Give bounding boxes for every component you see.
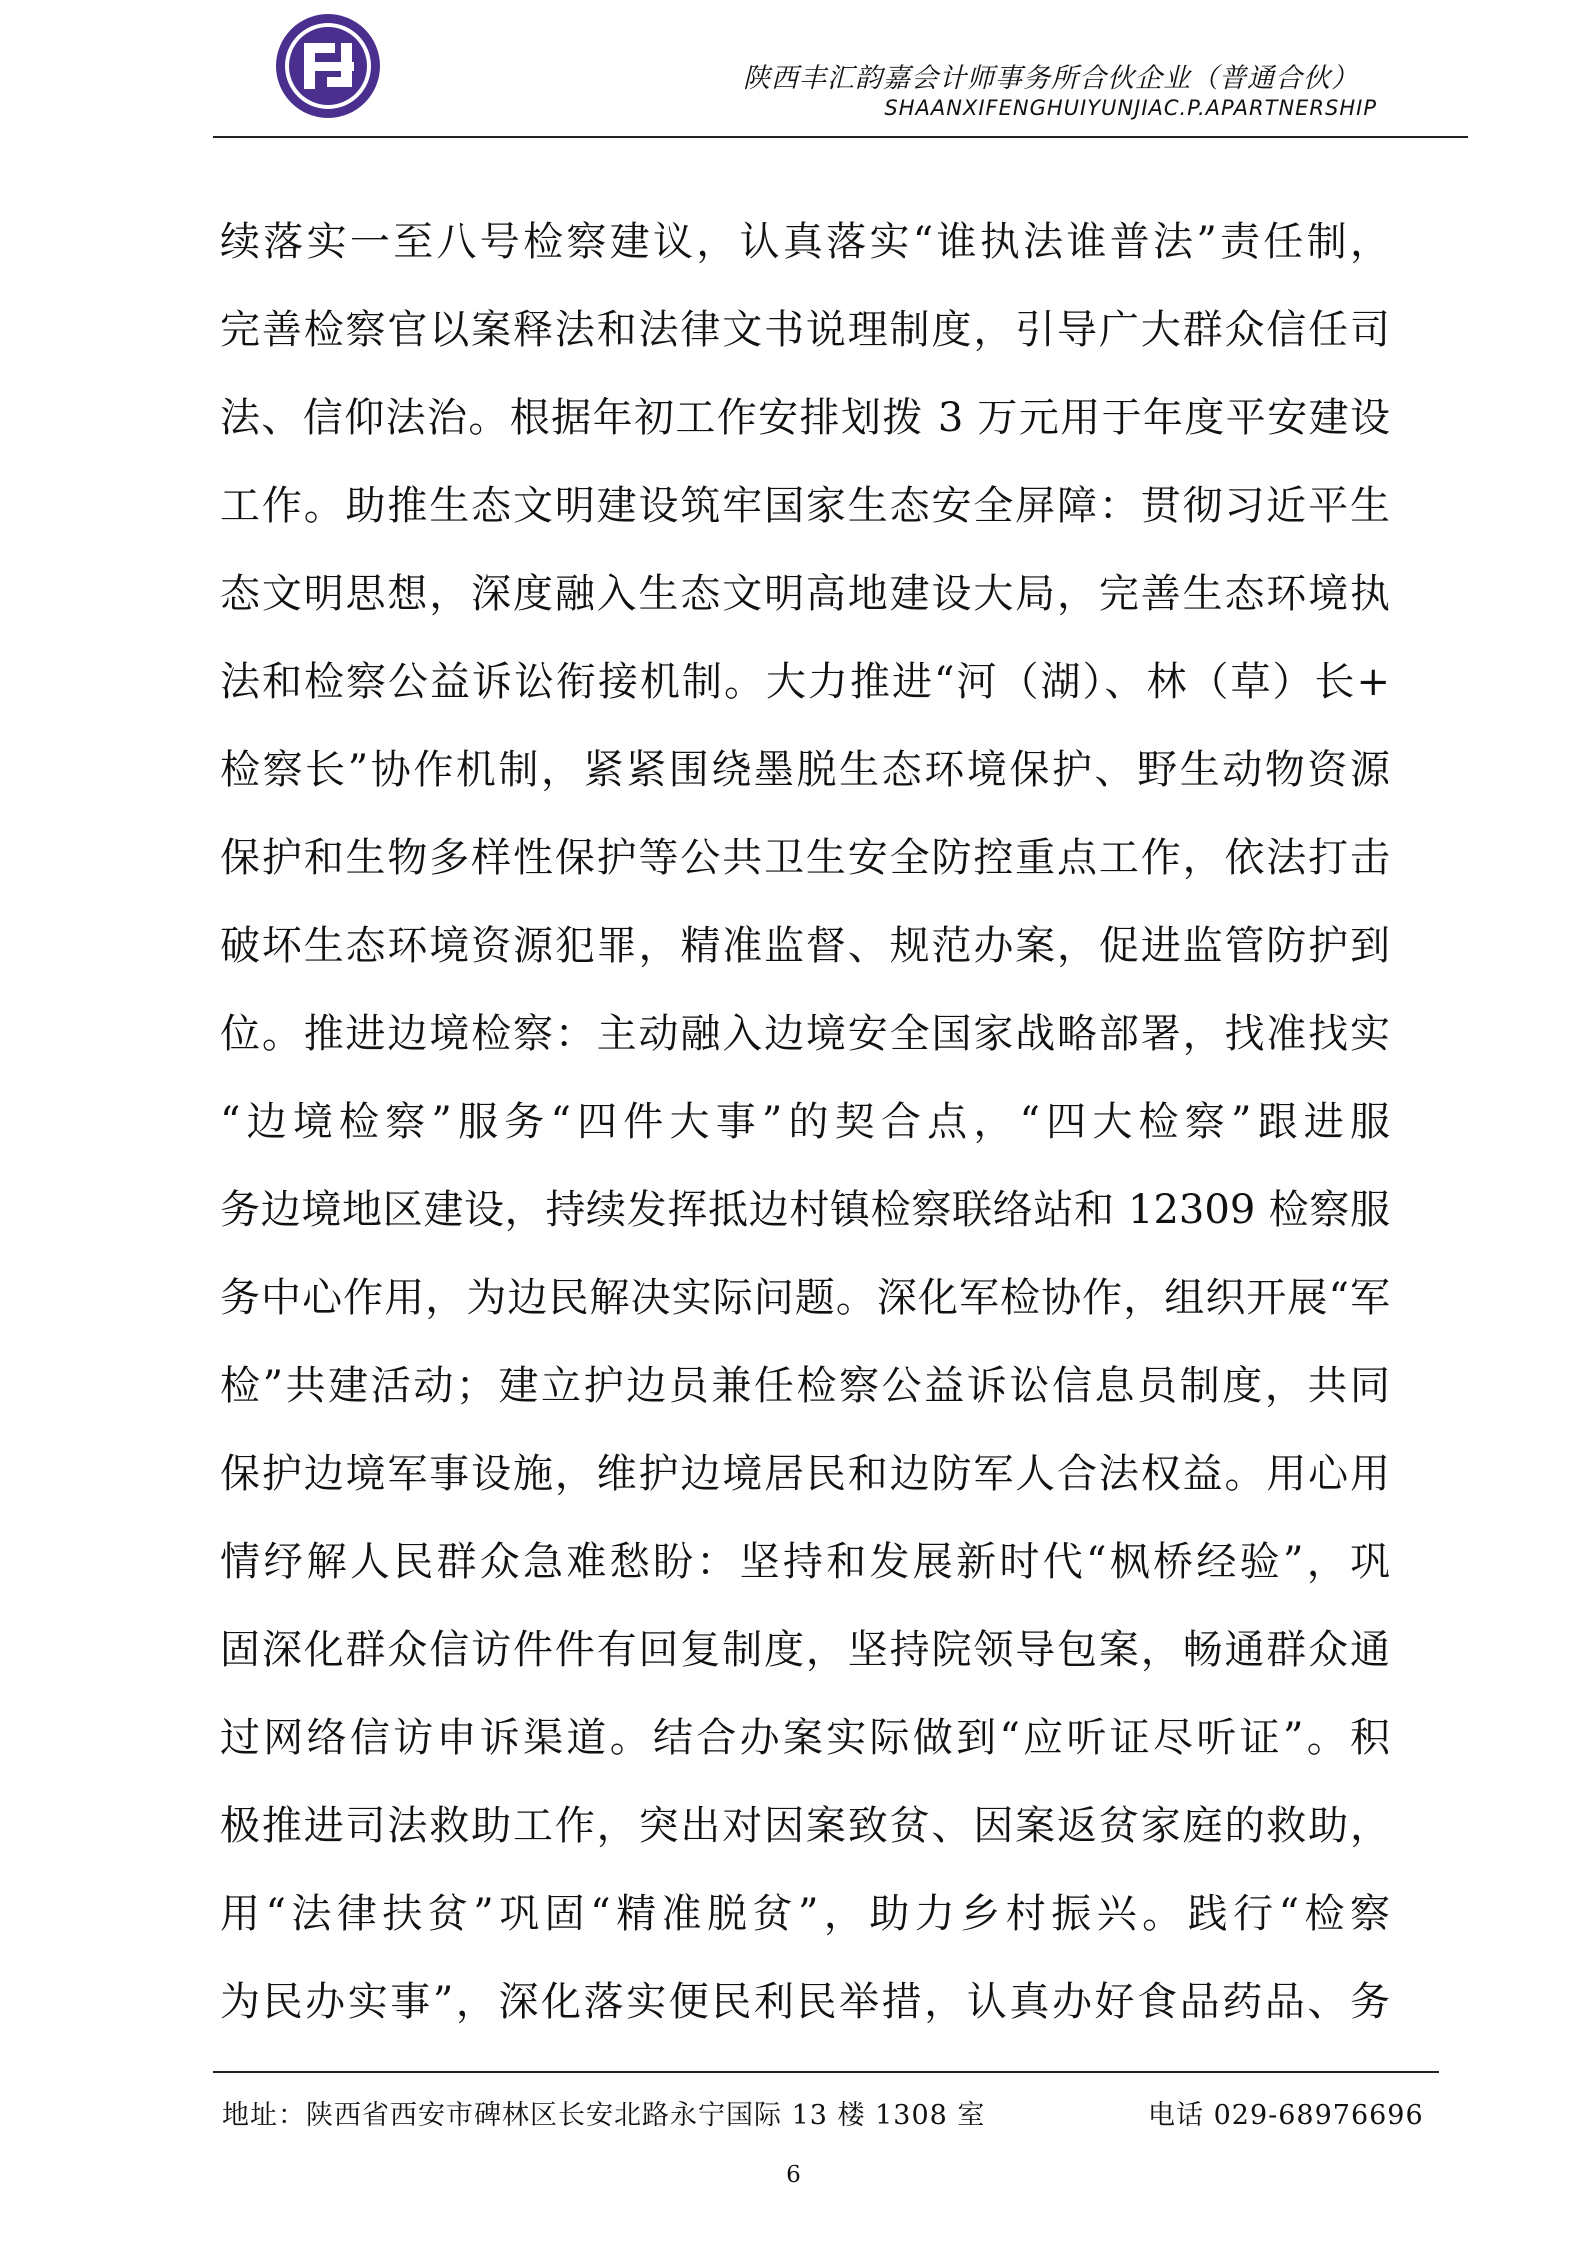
body-line: 务中心作用，为边民解决实际问题。深化军检协作，组织开展“军	[220, 1275, 1390, 1321]
body-line: 极推进司法救助工作，突出对因案致贫、因案返贫家庭的救助，	[220, 1803, 1390, 1849]
body-line: 态文明思想，深度融入生态文明高地建设大局，完善生态环境执	[220, 571, 1390, 617]
body-line: 务边境地区建设，持续发挥抵边村镇检察联络站和 12309 检察服	[220, 1187, 1390, 1233]
body-line: 为民办实事”，深化落实便民利民举措，认真办好食品药品、务	[220, 1979, 1390, 2025]
body-line: 过网络信访申诉渠道。结合办案实际做到“应听证尽听证”。积	[220, 1715, 1390, 1761]
footer-address: 地址：陕西省西安市碑林区长安北路永宁国际 13 楼 1308 室	[222, 2100, 986, 2131]
body-line: 情纾解人民群众急难愁盼：坚持和发展新时代“枫桥经验”，巩	[220, 1539, 1390, 1585]
body-line: 保护和生物多样性保护等公共卫生安全防控重点工作，依法打击	[220, 835, 1390, 881]
body-line: 位。推进边境检察：主动融入边境安全国家战略部署，找准找实	[220, 1011, 1390, 1057]
body-line: 工作。助推生态文明建设筑牢国家生态安全屏障：贯彻习近平生	[220, 483, 1390, 529]
firm-monogram-logo	[272, 10, 384, 122]
body-line: 法和检察公益诉讼衔接机制。大力推进“河（湖）、林（草）长+	[220, 659, 1390, 705]
body-line: 保护边境军事设施，维护边境居民和边防军人合法权益。用心用	[220, 1451, 1390, 1497]
body-line: 固深化群众信访件件有回复制度，坚持院领导包案，畅通群众通	[220, 1627, 1390, 1673]
body-line: 完善检察官以案释法和法律文书说理制度，引导广大群众信任司	[220, 307, 1390, 353]
footer-phone: 电话 029-68976696	[1148, 2100, 1424, 2131]
body-line: 法、信仰法治。根据年初工作安排划拨 3 万元用于年度平安建设	[220, 395, 1390, 441]
firm-name-chinese: 陕西丰汇韵嘉会计师事务所合伙企业（普通合伙）	[743, 63, 1359, 94]
body-line: 破坏生态环境资源犯罪，精准监督、规范办案，促进监管防护到	[220, 923, 1390, 969]
footer-divider	[213, 2071, 1439, 2073]
body-line: 检”共建活动；建立护边员兼任检察公益诉讼信息员制度，共同	[220, 1363, 1390, 1409]
page-number: 6	[786, 2162, 801, 2188]
body-line: 续落实一至八号检察建议，认真落实“谁执法谁普法”责任制，	[220, 219, 1390, 265]
body-line: 用“法律扶贫”巩固“精准脱贫”，助力乡村振兴。践行“检察	[220, 1891, 1390, 1937]
header-divider	[213, 136, 1468, 138]
body-line: 检察长”协作机制，紧紧围绕墨脱生态环境保护、野生动物资源	[220, 747, 1390, 793]
body-line: “边境检察”服务“四件大事”的契合点，“四大检察”跟进服	[220, 1099, 1390, 1145]
body-paragraph	[220, 211, 1390, 2059]
firm-name-english: SHAANXIFENGHUIYUNJIAC.P.APARTNERSHIP	[884, 96, 1377, 120]
